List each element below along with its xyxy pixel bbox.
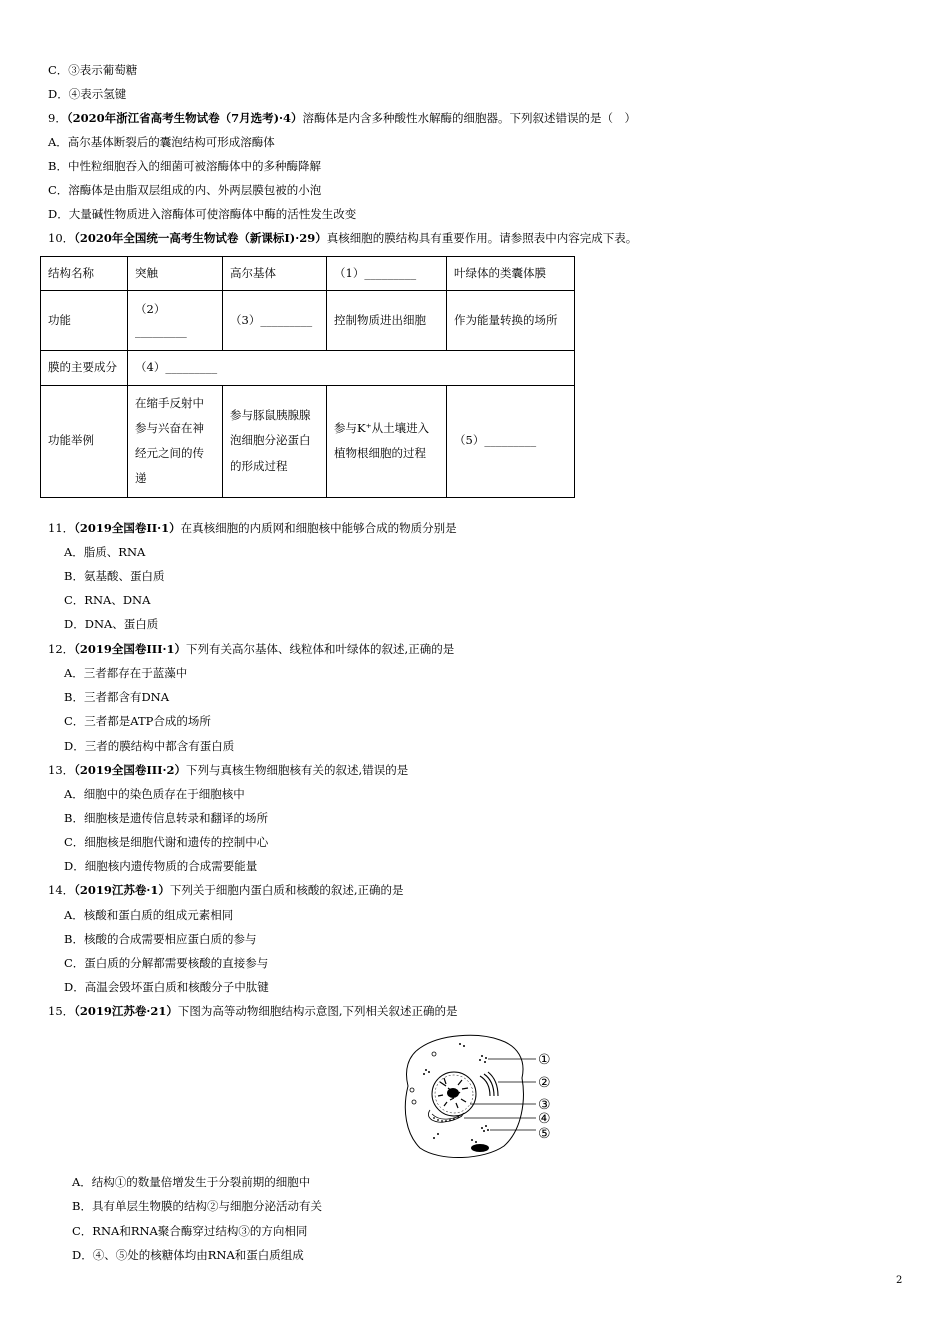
- q13-option-a: A．细胞中的染色质存在于细胞核中: [64, 787, 245, 801]
- q12-option-d: D．三者的膜结构中都含有蛋白质: [64, 739, 235, 753]
- animal-cell-diagram: [400, 1030, 560, 1164]
- question-source: （2019全国卷II·1）: [74, 521, 181, 535]
- q15-option-d: D．④、⑤处的核糖体均由RNA和蛋白质组成: [72, 1248, 304, 1262]
- question-text: 下列关于细胞内蛋白质和核酸的叙述,正确的是: [169, 883, 404, 897]
- q13-option-c: C．细胞核是细胞代谢和遗传的控制中心: [64, 835, 269, 849]
- table-cell: （5）_________: [447, 385, 575, 497]
- label-1: ①: [538, 1052, 551, 1068]
- table-cell: 参与豚鼠胰腺腺泡细胞分泌蛋白的形成过程: [223, 385, 327, 497]
- question-number: 9．: [48, 111, 67, 125]
- question-10-stem: [48, 232, 637, 246]
- leader-lines: [464, 1059, 536, 1130]
- q12-option-a: A．三者都存在于蓝藻中: [64, 666, 188, 680]
- table-cell: （3）_________: [223, 291, 327, 351]
- table-row: [41, 351, 575, 385]
- table-cell: 参与K⁺从土壤进入植物根细胞的过程: [327, 385, 447, 497]
- membrane-table: [40, 256, 575, 498]
- q14-option-c: C．蛋白质的分解都需要核酸的直接参与: [64, 956, 269, 970]
- table-cell: 突触: [128, 257, 223, 291]
- nucleolus: [447, 1088, 459, 1098]
- option-c-prev: C．③表示葡萄糖: [48, 63, 138, 77]
- mitochondrion: [471, 1144, 489, 1152]
- question-text: 在真核细胞的内质网和细胞核中能够合成的物质分别是: [180, 521, 457, 535]
- question-number: 13．: [48, 763, 75, 777]
- q14-option-d: D．高温会毁坏蛋白质和核酸分子中肽键: [64, 980, 269, 994]
- q14-option-b: B．核酸的合成需要相应蛋白质的参与: [64, 932, 257, 946]
- question-13-stem: [48, 764, 408, 778]
- question-number: 12．: [48, 642, 75, 656]
- option-d-prev: D．④表示氢键: [48, 87, 127, 101]
- question-source: （2019全国卷III·2）: [74, 763, 187, 777]
- q11-option-c: C．RNA、DNA: [64, 593, 151, 607]
- question-number: 10．: [48, 231, 75, 245]
- cell-membrane: [405, 1035, 523, 1157]
- q9-option-d: D．大量碱性物质进入溶酶体可使溶酶体中酶的活性发生改变: [48, 207, 357, 221]
- question-text: 下列与真核生物细胞核有关的叙述,错误的是: [186, 763, 409, 777]
- table-cell: 作为能量转换的场所: [447, 291, 575, 351]
- question-source: （2019江苏卷·21）: [74, 1004, 178, 1018]
- table-cell: 功能: [41, 291, 128, 351]
- q9-option-b: B．中性粒细胞吞入的细菌可被溶酶体中的多种酶降解: [48, 159, 321, 173]
- table-cell: 在缩手反射中参与兴奋在神经元之间的传递: [128, 385, 223, 497]
- table-row: [41, 257, 575, 291]
- question-number: 11．: [48, 521, 75, 535]
- structure-labels: [538, 1052, 551, 1142]
- label-5: ⑤: [538, 1126, 551, 1142]
- q15-option-b: B．具有单层生物膜的结构②与细胞分泌活动有关: [72, 1199, 322, 1213]
- table-cell: 功能举例: [41, 385, 128, 497]
- question-text: 溶酶体是内含多种酸性水解酶的细胞器。下列叙述错误的是（ ）: [302, 111, 637, 125]
- question-number: 14．: [48, 883, 75, 897]
- q14-option-a: A．核酸和蛋白质的组成元素相同: [64, 908, 234, 922]
- question-9-stem: [48, 112, 636, 126]
- q15-option-a: A．结构①的数量倍增发生于分裂前期的细胞中: [72, 1175, 311, 1189]
- question-number: 15．: [48, 1004, 75, 1018]
- question-11-stem: [48, 522, 457, 536]
- table-cell: （1）_________: [327, 257, 447, 291]
- table-cell: （2）_________: [128, 291, 223, 351]
- q9-option-c: C．溶酶体是由脂双层组成的内、外两层膜包被的小泡: [48, 183, 322, 197]
- question-source: （2020年浙江省高考生物试卷（7月选考)·4）: [66, 111, 303, 125]
- table-cell: 控制物质进出细胞: [327, 291, 447, 351]
- q11-option-d: D．DNA、蛋白质: [64, 617, 159, 631]
- q11-option-a: A．脂质、RNA: [64, 545, 146, 559]
- page-number: 2: [896, 1275, 903, 1286]
- table-cell: 膜的主要成分: [41, 351, 128, 385]
- question-source: （2019全国卷III·1）: [74, 642, 187, 656]
- centriole: [479, 1055, 487, 1063]
- label-4: ④: [538, 1111, 551, 1127]
- table-cell: 高尔基体: [223, 257, 327, 291]
- label-2: ②: [538, 1075, 551, 1091]
- question-source: （2019江苏卷·1）: [74, 883, 170, 897]
- endoplasmic-reticulum: [432, 1113, 464, 1119]
- q13-option-b: B．细胞核是遗传信息转录和翻译的场所: [64, 811, 268, 825]
- label-3: ③: [538, 1097, 551, 1113]
- table-row: [41, 291, 575, 351]
- table-row: [41, 385, 575, 497]
- question-text: 下列有关高尔基体、线粒体和叶绿体的叙述,正确的是: [186, 642, 455, 656]
- table-cell: （4）_________: [128, 351, 575, 385]
- question-text: 下图为高等动物细胞结构示意图,下列相关叙述正确的是: [177, 1004, 458, 1018]
- q12-option-b: B．三者都含有DNA: [64, 690, 170, 704]
- golgi-apparatus: [480, 1072, 498, 1096]
- question-source: （2020年全国统一高考生物试卷（新课标Ⅰ)·29）: [74, 231, 327, 245]
- question-14-stem: [48, 884, 404, 898]
- question-text: 真核细胞的膜结构具有重要作用。请参照表中内容完成下表。: [326, 231, 638, 245]
- q12-option-c: C．三者都是ATP合成的场所: [64, 714, 211, 728]
- q11-option-b: B．氨基酸、蛋白质: [64, 569, 165, 583]
- question-12-stem: [48, 643, 454, 657]
- table-cell: 叶绿体的类囊体膜: [447, 257, 575, 291]
- q13-option-d: D．细胞核内遗传物质的合成需要能量: [64, 859, 258, 873]
- q15-option-c: C．RNA和RNA聚合酶穿过结构③的方向相同: [72, 1224, 308, 1238]
- q9-option-a: A．高尔基体断裂后的囊泡结构可形成溶酶体: [48, 135, 275, 149]
- table-cell: 结构名称: [41, 257, 128, 291]
- question-15-stem: [48, 1005, 458, 1019]
